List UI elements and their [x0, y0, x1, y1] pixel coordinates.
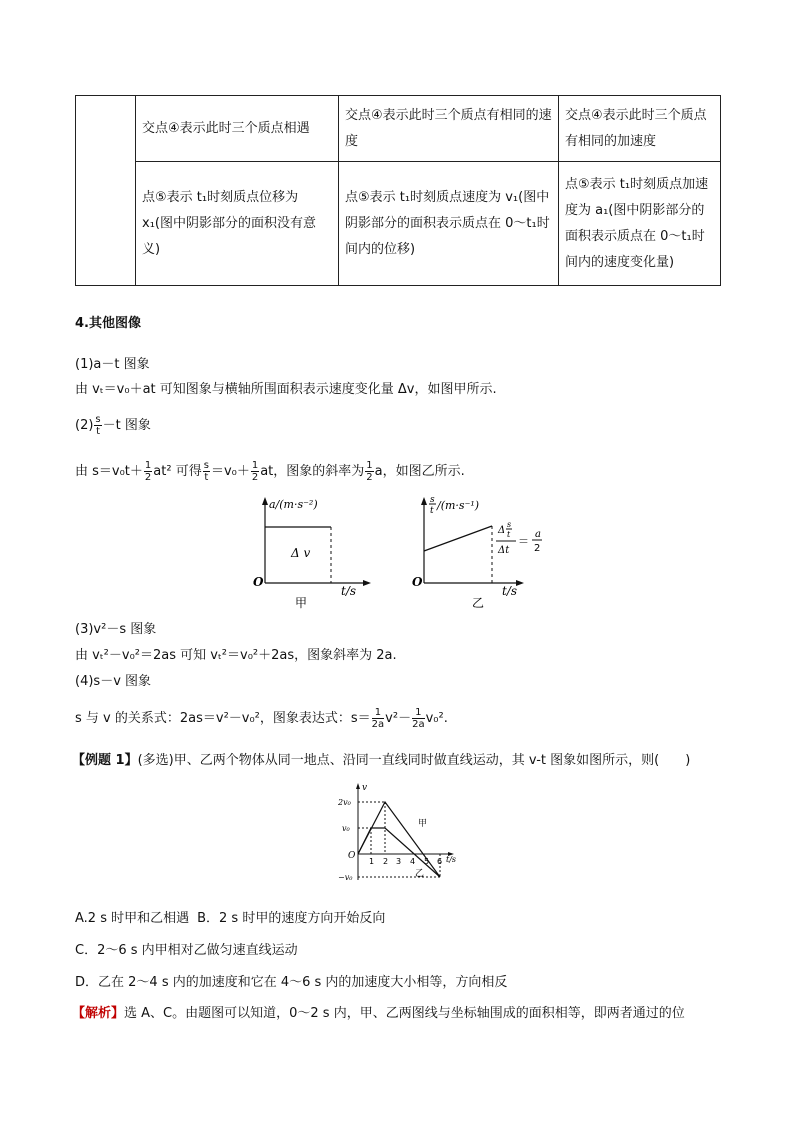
origin-label: O: [253, 575, 264, 589]
label-yi: 乙: [415, 869, 425, 879]
p4-body: [75, 707, 448, 730]
slope-t: t: [507, 530, 511, 539]
table-cell: 交点④表示此时三个质点有相同的速度: [339, 96, 559, 162]
area-label: Δ v: [291, 546, 311, 560]
section-title: 4.其他图像: [75, 316, 141, 331]
option-c: C．2～6 s 内甲相对乙做匀速直线运动: [75, 943, 298, 958]
origin-label: O: [412, 575, 423, 589]
numerator: s: [203, 460, 209, 471]
numerator: s: [95, 414, 101, 425]
example-1: [72, 752, 690, 770]
option-d: D．乙在 2～4 s 内的加速度和它在 4～6 s 内的加速度大小相等，方向相反: [75, 975, 508, 990]
x-tick: 5: [424, 857, 430, 866]
x-tick: 3: [396, 857, 402, 866]
x-label: t/s: [341, 584, 357, 598]
x-axis-arrow: [363, 580, 371, 586]
slope-eq: ＝: [518, 535, 529, 548]
fraction: [372, 707, 385, 730]
y-label: a/(m·s⁻²): [269, 498, 318, 511]
series-yi: [358, 828, 443, 877]
x-tick: 6: [437, 857, 443, 866]
a-den: 2: [534, 543, 541, 554]
y-frac-num: s: [430, 495, 435, 505]
analysis-tag: 【解析】: [72, 1006, 125, 1021]
caption: 甲: [295, 596, 308, 610]
fraction: [365, 460, 373, 483]
fraction: [144, 460, 152, 483]
table-cell: 点⑤表示 t₁时刻质点位移为 x₁(图中阴影部分的面积没有意义): [136, 162, 339, 286]
fraction: [203, 460, 210, 483]
p3-heading: (3)v²－s 图象: [75, 622, 157, 637]
p1-body: 由 vₜ＝v₀＋at 可知图象与横轴所围面积表示速度变化量 Δv，如图甲所示.: [75, 382, 497, 397]
analysis: [72, 1005, 685, 1023]
denominator: t: [96, 426, 100, 437]
numerator: 1: [412, 707, 425, 719]
text: ＝v₀＋: [210, 464, 250, 479]
x-tick: 1: [369, 857, 375, 866]
slope-den: Δt: [498, 545, 510, 556]
x-tick: 2: [383, 857, 389, 866]
denominator: 2: [366, 472, 373, 483]
y-axis-arrow: [262, 497, 268, 505]
origin-label: O: [348, 851, 356, 861]
option-a-b: [75, 910, 385, 928]
figure-yi: [410, 493, 560, 613]
table-cell-empty: [76, 96, 136, 286]
denominator: 2: [144, 472, 152, 483]
option-a: A.2 s 时甲和乙相遇: [75, 911, 190, 926]
denominator: 2: [251, 472, 259, 483]
x-axis-arrow: [516, 580, 524, 586]
denominator: 2a: [371, 719, 385, 730]
numerator: 1: [372, 707, 385, 719]
analysis-text: 选 A、C。由题图可以知道，0～2 s 内，甲、乙两图线与坐标轴围成的面积相等，即两者通过的位: [124, 1006, 685, 1021]
text: s 与 v 的关系式：2as＝v²－v₀²，图象表达式：s＝: [75, 711, 371, 726]
y-frac-den: t: [430, 506, 434, 516]
text: v²－: [385, 711, 412, 726]
p1-heading: (1)a－t 图象: [75, 357, 150, 372]
vt-chart: [328, 780, 468, 890]
a-num: a: [535, 529, 541, 540]
numerator: 1: [144, 460, 152, 471]
table-cell: 交点④表示此时三个质点相遇: [136, 96, 339, 162]
y-unit: /(m·s⁻¹): [437, 499, 480, 512]
fraction: [251, 460, 259, 483]
caption: 乙: [472, 596, 485, 610]
y-axis-arrow: [356, 783, 360, 789]
y-tick: 2v₀: [338, 798, 351, 807]
x-axis-label: t/s: [446, 855, 457, 864]
numerator: 1: [251, 460, 259, 471]
denominator: t: [204, 472, 209, 483]
slope-s: s: [507, 520, 512, 529]
option-b: B．2 s 时甲的速度方向开始反向: [197, 911, 386, 926]
numerator: 1: [366, 460, 373, 471]
p2-heading: [75, 414, 151, 437]
p4-heading: (4)s－v 图象: [75, 674, 152, 689]
denominator: 2a: [412, 719, 425, 730]
fraction: [94, 414, 101, 437]
text: －t 图象: [102, 418, 151, 433]
example-text: (多选)甲、乙两个物体从同一地点、沿同一直线同时做直线运动，其 v-t 图象如图所示，则( ): [137, 753, 691, 768]
y-axis-arrow: [421, 497, 427, 505]
p2-body: [75, 460, 465, 483]
text: 由 s＝v₀t＋: [75, 464, 143, 479]
comparison-table: [75, 95, 721, 286]
y-axis-label: v: [362, 783, 368, 793]
example-tag: 【例题 1】: [72, 753, 138, 768]
x-tick: 4: [410, 857, 416, 866]
figure-jia: [245, 493, 385, 613]
table-row: [76, 162, 721, 286]
y-tick: v₀: [342, 824, 350, 833]
text: (2): [75, 418, 94, 433]
text: v₀².: [425, 711, 448, 726]
table-cell: 交点④表示此时三个质点有相同的加速度: [559, 96, 721, 162]
slope-delta: Δ: [498, 525, 506, 536]
text: a，如图乙所示.: [374, 464, 465, 479]
table-cell: 点⑤表示 t₁时刻质点加速度为 a₁(图中阴影部分的面积表示质点在 0～t₁时间内的速度变化量): [559, 162, 721, 286]
x-label: t/s: [502, 584, 518, 598]
fraction: [412, 707, 425, 730]
table-cell: 点⑤表示 t₁时刻质点速度为 v₁(图中阴影部分的面积表示质点在 0～t₁时间内的位移): [339, 162, 559, 286]
y-tick: −v₀: [338, 873, 353, 882]
p3-body: 由 vₜ²－v₀²＝2as 可知 vₜ²＝v₀²＋2as，图象斜率为 2a.: [75, 648, 397, 663]
table-row: [76, 96, 721, 162]
sv-line: [424, 526, 492, 551]
label-jia: 甲: [418, 819, 428, 829]
text: at² 可得: [153, 464, 202, 479]
text: at，图象的斜率为: [260, 464, 365, 479]
